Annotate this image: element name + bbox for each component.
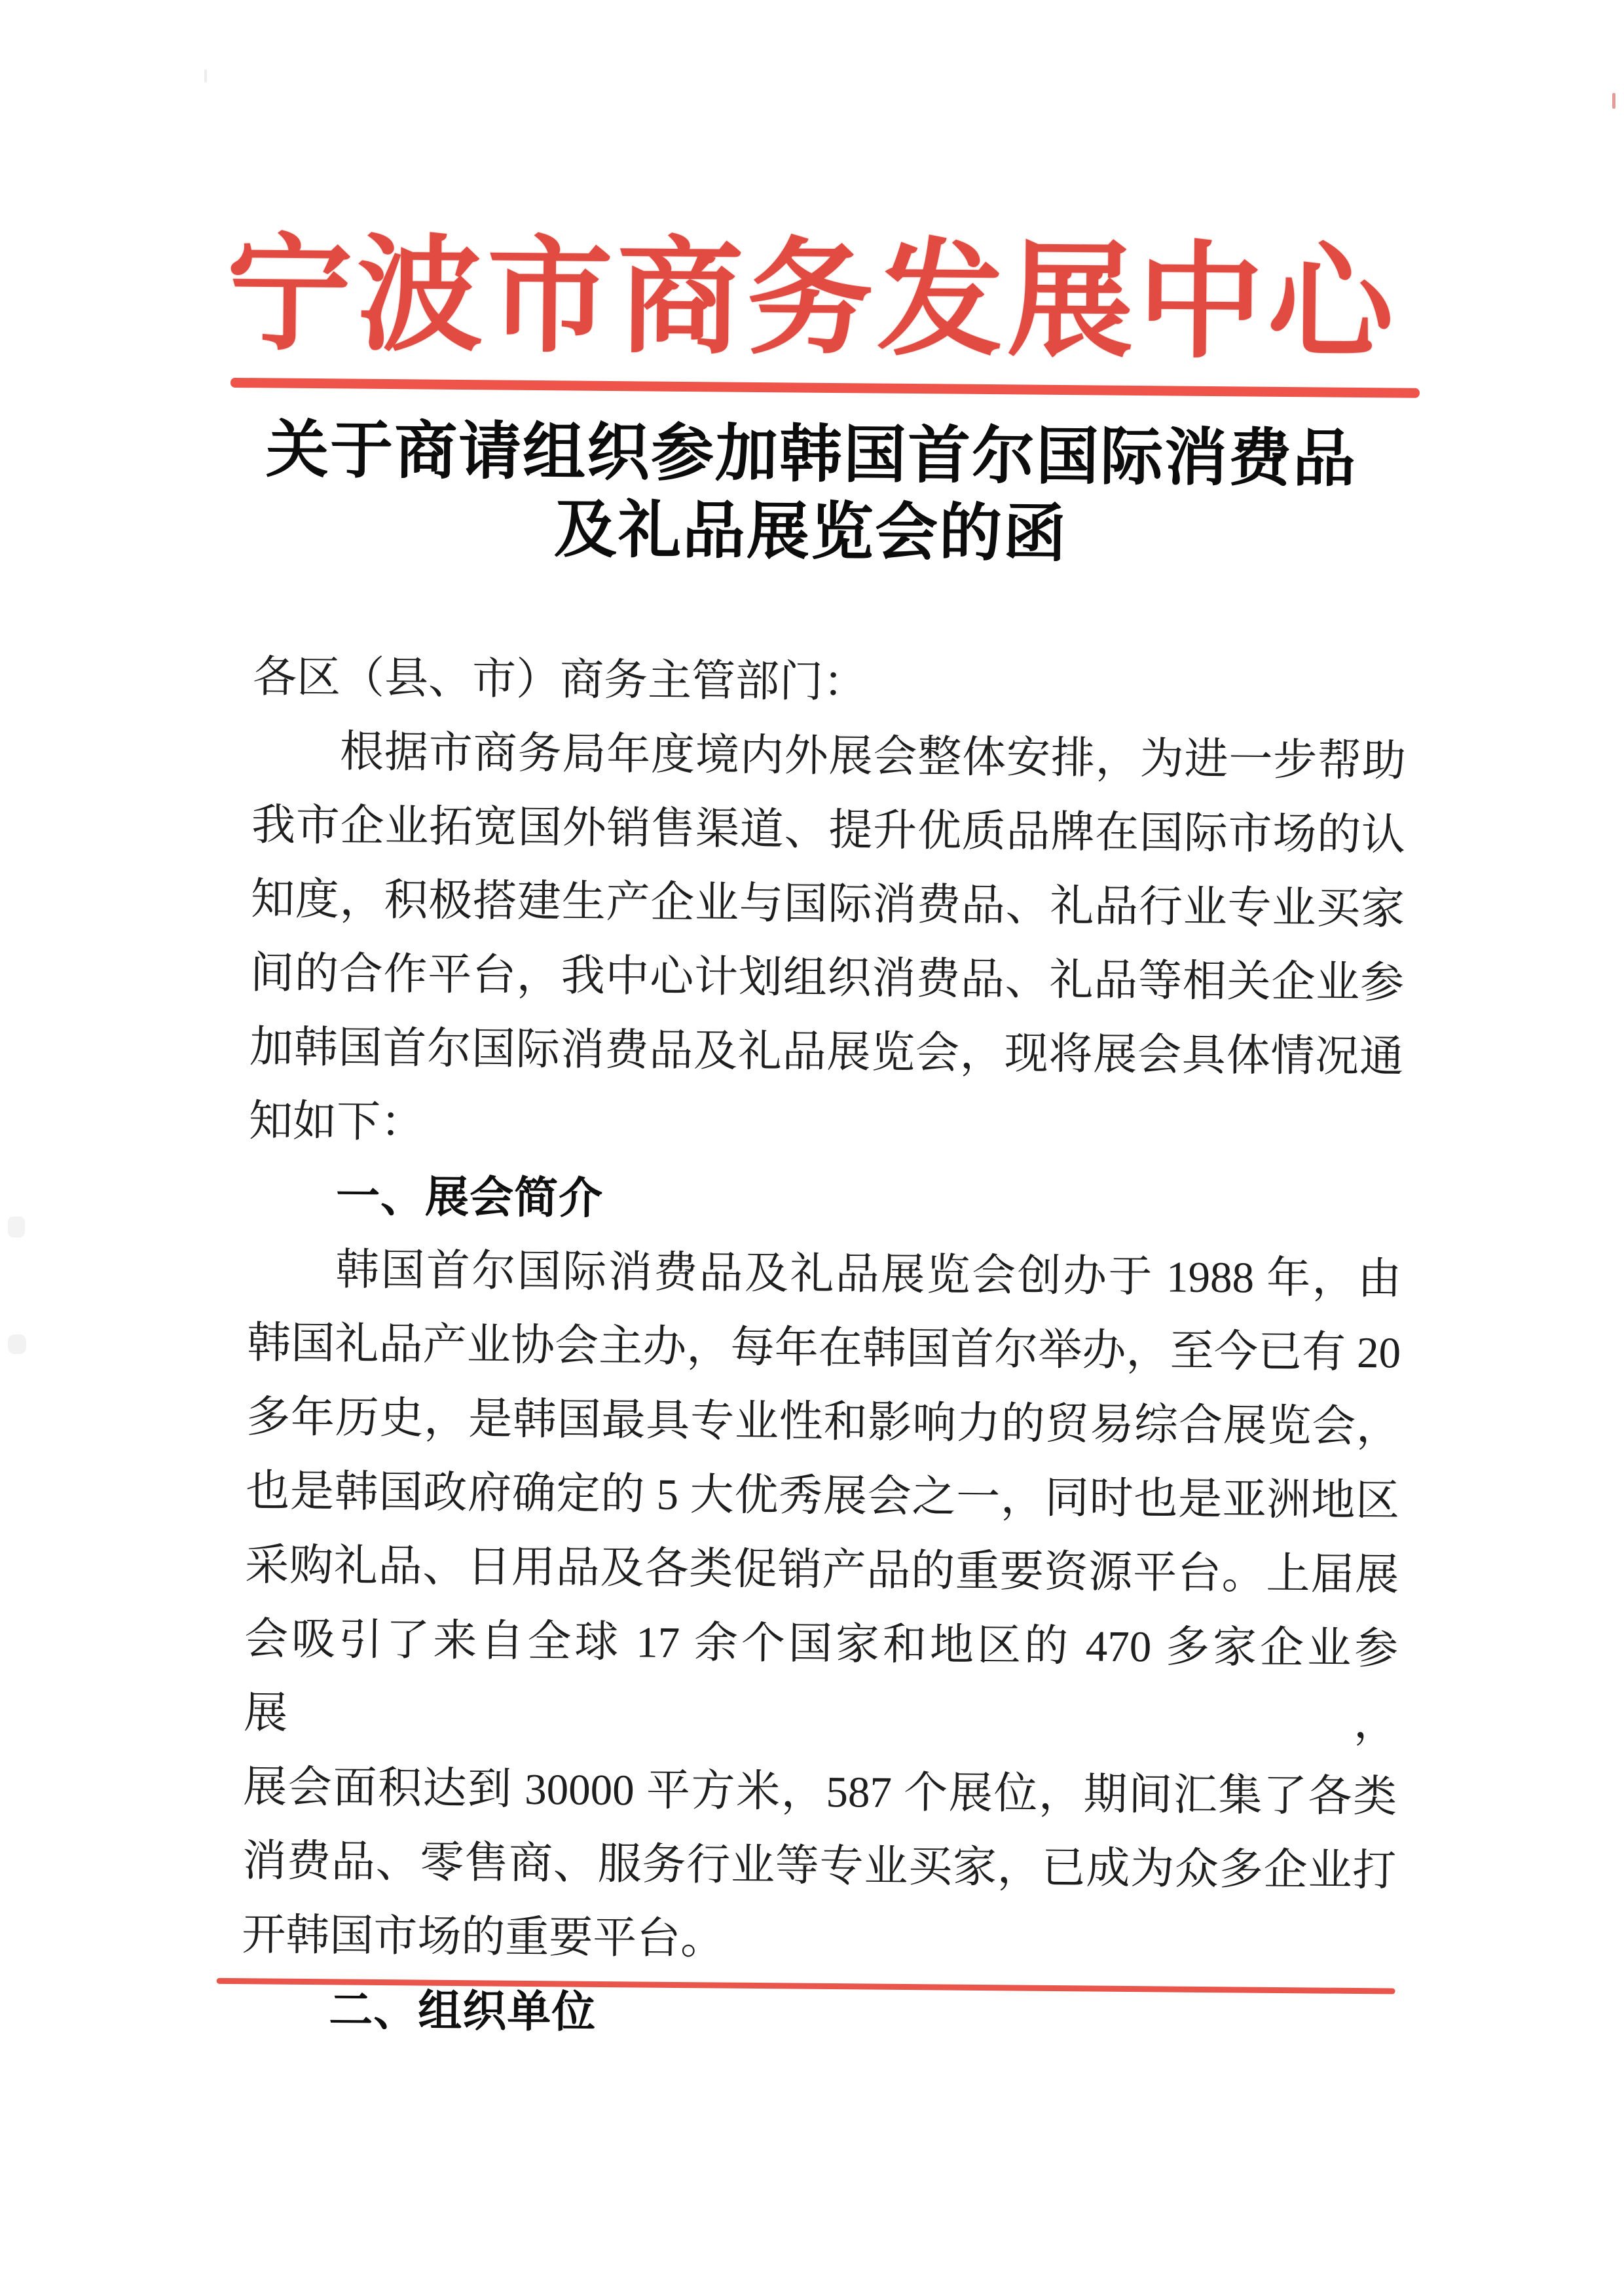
text-line: 知如下：: [248, 1097, 425, 1147]
letterhead-character: 中: [1137, 233, 1264, 374]
letterhead-character: 市: [486, 227, 614, 369]
text-line: 我市企业拓宽国外销售渠道、提升优质品牌在国际市场的认: [251, 801, 1406, 860]
text-line: 消费品、零售商、服务行业等专业买家，已成为众多企业打: [242, 1837, 1397, 1896]
letterhead-character: 宁: [226, 225, 354, 366]
letterhead-divider-line: [231, 378, 1420, 398]
text-line: 间的合作平台，我中心计划组织消费品、礼品等相关企业参: [249, 949, 1405, 1008]
document-title-line1: 关于商请组织参加韩国首尔国际消费品: [265, 414, 1357, 494]
letterhead-character: 务: [747, 229, 874, 371]
document-title-line2: 及礼品展览会的函: [553, 494, 1068, 570]
paragraph-exhibition-details: [242, 1232, 1402, 1982]
paragraph-intro: [249, 714, 1407, 1168]
text-line: 知度，积极搭建生产企业与国际消费品、礼品行业专业买家: [250, 875, 1405, 934]
text-line: 加韩国首尔国际消费品及礼品展览会，现将展会具体情况通: [249, 1023, 1404, 1082]
text-line: 开韩国市场的重要平台。: [241, 1911, 725, 1964]
salutation-line: 各区（县、市）商务主管部门：: [252, 653, 868, 707]
section-heading-organizers: 二、组织单位: [328, 1985, 597, 2037]
document-title: [221, 411, 1401, 576]
text-line: 展会面积达到 30000 平方米，587 个展位，期间汇集了各类: [242, 1763, 1397, 1822]
text-line: 多年历史，是韩国最具专业性和影响力的贸易综合展览会，: [246, 1393, 1401, 1452]
text-line: 韩国首尔国际消费品及礼品展览会创办于 1988 年，由: [335, 1245, 1402, 1304]
text-line: 也是韩国政府确定的 5 大优秀展会之一，同时也是亚洲地区: [245, 1467, 1400, 1526]
text-line: 根据市商务局年度境内外展会整体安排，为进一步帮助: [339, 727, 1407, 786]
letterhead-character: 展: [1006, 232, 1134, 373]
letterhead-character: 波: [356, 226, 483, 367]
text-line: 会吸引了来自全球 17 余个国家和地区的 470 多家企业参展，: [243, 1615, 1399, 1748]
letter-body: [241, 640, 1407, 2056]
text-line: 采购礼品、日用品及各类促销产品的重要资源平台。上届展: [244, 1541, 1399, 1600]
section-heading-exhibition-intro: 一、展会简介: [335, 1171, 604, 1223]
letterhead-character: 心: [1267, 234, 1394, 375]
letterhead-character: 发: [876, 230, 1004, 372]
text-line: 韩国礼品产业协会主办，每年在韩国首尔举办，至今已有 20: [246, 1319, 1401, 1378]
letterhead-character: 商: [616, 229, 744, 369]
letterhead-org-name: [226, 221, 1394, 379]
